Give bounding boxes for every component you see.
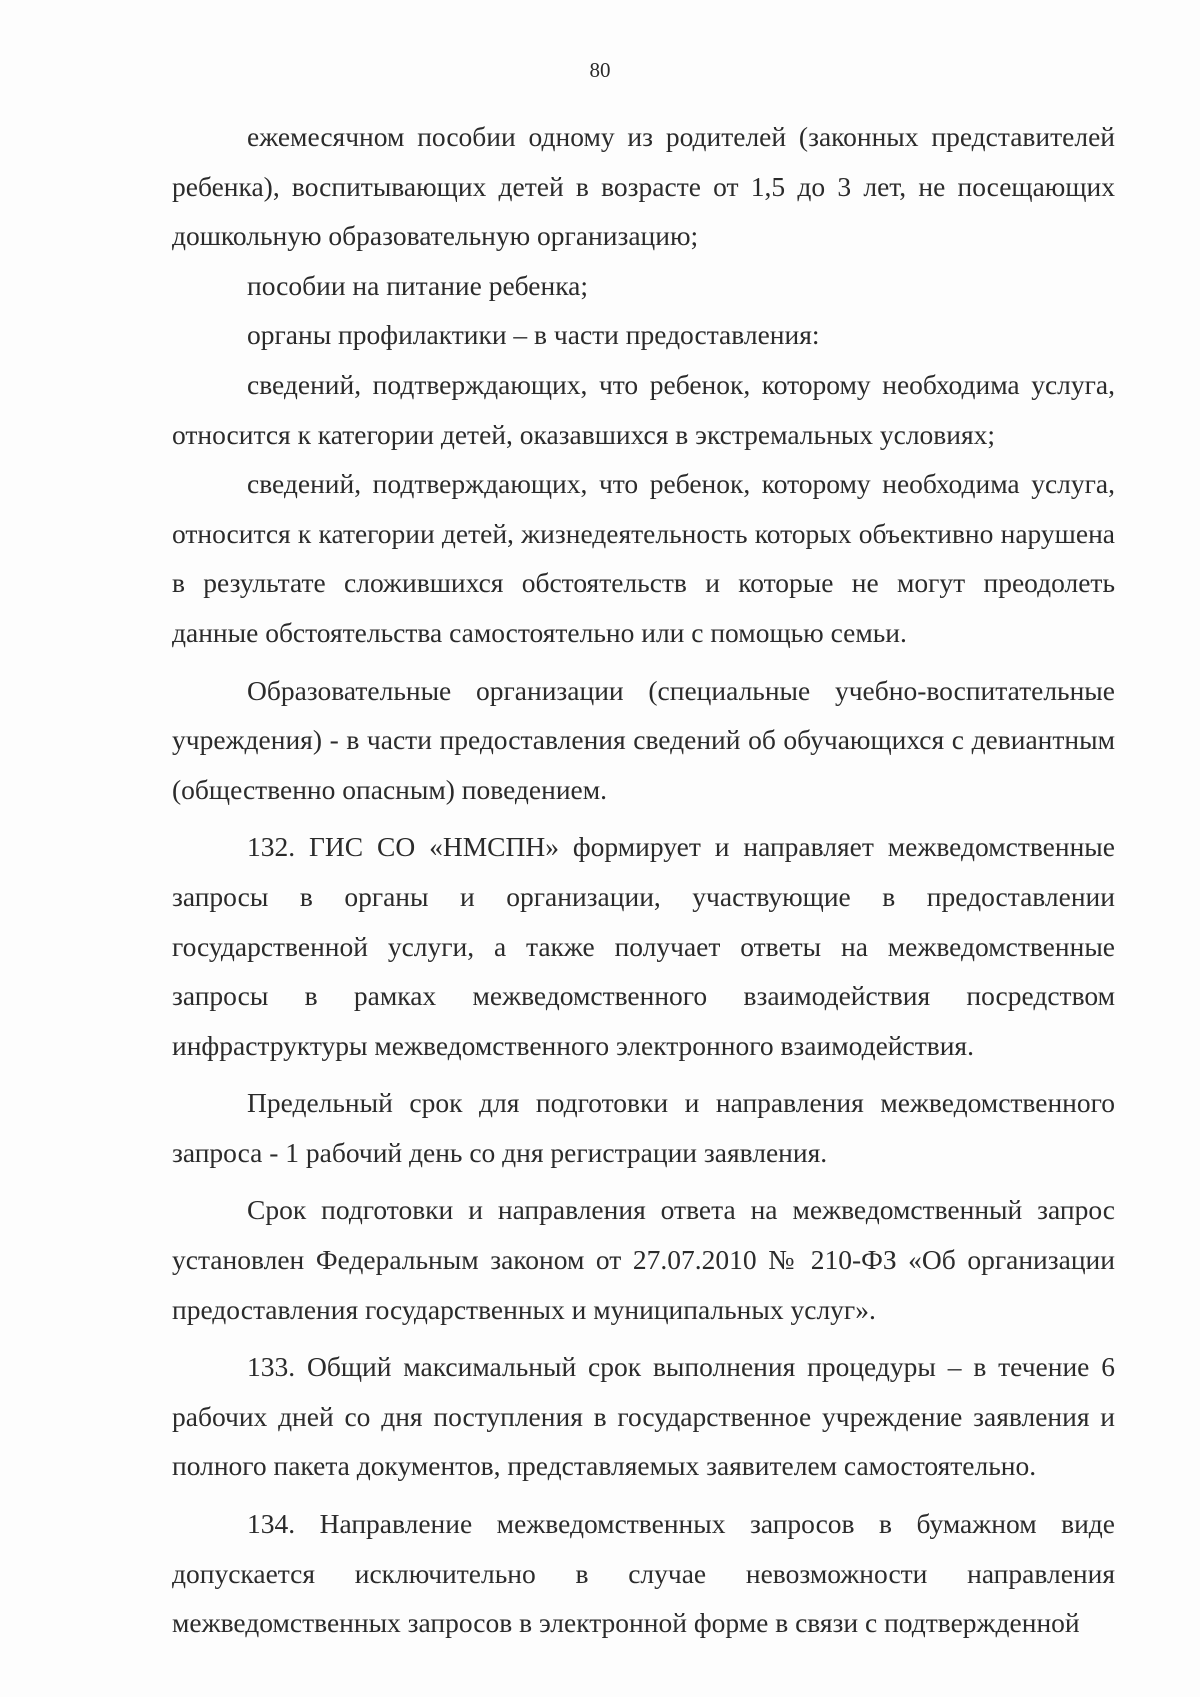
paragraph: 134. Направление межведомственных запросов в бумажном виде допускается исключительно в случае невозможности направления межведомственных запросов в электронной форме в связи с подтвержденной [172,1508,1115,1639]
page-number: 80 [589,58,611,82]
paragraph: пособии на питание ребенка; [247,269,589,301]
paragraph: 133. Общий максимальный срок выполнения процедуры – в течение 6 рабочих дней со дня поступления в государственное учреждение заявления и полного пакета документов, представляемых заявителем самостоятельно. [172,1351,1115,1482]
paragraph: органы профилактики – в части предоставления: [247,319,820,351]
paragraph: 132. ГИС СО «НМСПН» формирует и направляет межведомственные запросы в органы и организации, участвующие в предоставлении государственной услуги, а также получает ответы на межведомственные запросы в рамках межведомственного взаимодействия посредством инфраструктуры межведомственного электронного взаимодействия. [172,831,1115,1061]
paragraph: Срок подготовки и направления ответа на межведомственный запрос установлен Федеральным законом от 27.07.2010 № 210-ФЗ «Об организации предоставления государственных и муниципальных услуг». [172,1194,1115,1325]
paragraph: Предельный срок для подготовки и направления межведомственного запроса - 1 рабочий день со дня регистрации заявления. [172,1087,1115,1168]
paragraph: Образовательные организации (специальные учебно-воспитательные учреждения) - в части предоставления сведений об обучающихся с девиантным (общественно опасным) поведением. [172,674,1115,805]
document-body [172,112,1115,1648]
paragraph: сведений, подтверждающих, что ребенок, которому необходима услуга, относится к категории детей, жизнедеятельность которых объективно нарушена в результате сложившихся обстоятельств и которые не могут преодолеть данные обстоятельства самостоятельно или с помощью семьи. [172,468,1115,648]
paragraph: сведений, подтверждающих, что ребенок, которому необходима услуга, относится к категории детей, оказавшихся в экстремальных условиях; [172,368,1115,450]
paragraph: ежемесячном пособии одному из родителей (законных представителей ребенка), воспитывающих детей в возрасте от 1,5 до 3 лет, не посещающих дошкольную образовательную организацию; [172,121,1115,252]
